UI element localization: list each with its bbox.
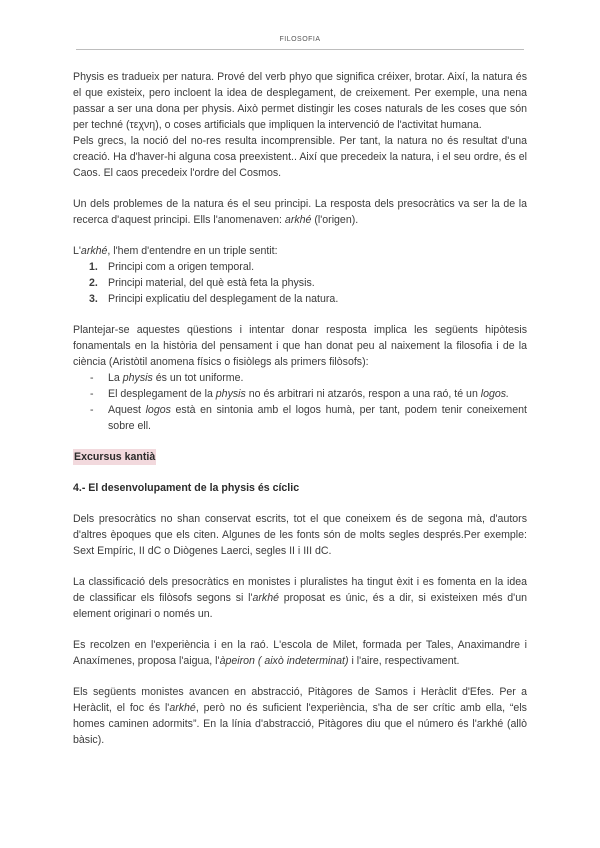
paragraph-principi: Un dels problemes de la natura és el seu principi. La resposta dels presocràtics va ser la de la recerca d'aquest principi. Ells l'anomenaven: arkhé (l'origen). (73, 198, 527, 226)
list-item: - La physis és un tot uniforme. (90, 372, 244, 384)
excursus-label (73, 449, 527, 465)
paragraph-no-res: Pels grecs, la noció del no-res resulta incomprensible. Per tant, la natura no és resultat d'una creació. Ha d'haver-hi alguna cosa preexistent.. Així que precedeix la natura, i el seu ordre, és el Caos. El caos precedeix l'ordre del Cosmos. (73, 135, 527, 179)
paragraph-classificacio: La classificació dels presocràtics en monistes i pluralistes ha tingut èxit i es fomenta en la idea de classificar els filòsofs segons si l'arkhé proposat es únic, és a dir, si existeixen més d'un element originari o només un. (73, 576, 527, 620)
document-body (73, 69, 527, 748)
paragraph-monistes: Els següents monistes avancen en abstracció, Pitàgores de Samos i Heràclit d'Efes. Per a Heràclit, el foc és l'arkhé, però no és suficient l'experiència, s'ha de ser crític amb ella, “els homes caminen adormits”. En la línia d'abstracció, Pitàgores diu que el número és l'arkhé (allò bàsic). (73, 686, 527, 746)
section-heading: 4.- El desenvolupament de la physis és cíclic (73, 482, 300, 494)
arkhe-numbered-list (73, 259, 527, 307)
list-item: - Aquest logos està en sintonia amb el logos humà, per tant, podem tenir coneixement sobre ell. (90, 404, 527, 432)
list-item: - El desplegament de la physis no és arbitrari ni atzarós, respon a una raó, té un logos. (90, 388, 510, 400)
paragraph-fonts: Dels presocràtics no shan conservat escrits, tot el que coneixem és de segona mà, d'autors d'altres èpoques que els citen. Algunes de les fonts són de molts segles després.Per exemple: Sext Empíric, II dC o Diògenes Laerci, segles II i III dC. (73, 513, 527, 557)
paragraph-milet: Es recolzen en l'experiència i en la raó. L'escola de Milet, formada per Tales, Anaximandre i Anaxímenes, proposa l'aigua, l'àpeiron ( això indeterminat) i l'aire, respectivament. (73, 639, 527, 667)
paragraph-hypotheses: Plantejar-se aquestes qüestions i intentar donar resposta implica les següents hipòtesis fonamentals en la història del pensament i que han donat peu al naixement la filosofia i de la ciència (Aristòtil anomena físics o fisiòlegs als primers filòsofs): (73, 324, 527, 368)
hypotheses-list (73, 370, 527, 434)
greek-techne: τεχνη (129, 119, 156, 131)
header-divider (76, 49, 524, 50)
paragraph-physis: Physis es tradueix per natura. Prové del verb phyo que significa créixer, brotar. Així, la natura és el que existeix, pero incloent la idea de desplegament, de creixement. Per exemple, una nena passar a ser una dona per physis. Això permet distingir les coses naturals de les coses que són per techné (τεχνη), o coses artificials que impliquen la intervenció de l'activitat humana. (73, 71, 527, 131)
highlighted-heading: Excursus kantià (74, 451, 156, 463)
list-item: 1. Principi com a origen temporal. (89, 261, 255, 273)
list-item: 2. Principi material, del què està feta la physis. (89, 277, 315, 289)
list-item: 3. Principi explicatiu del desplegament de la natura. (89, 293, 339, 305)
paragraph-arkhe-lead: L'arkhé, l'hem d'entendre en un triple sentit: (73, 245, 278, 257)
page-header: FILOSOFIA (279, 36, 321, 43)
